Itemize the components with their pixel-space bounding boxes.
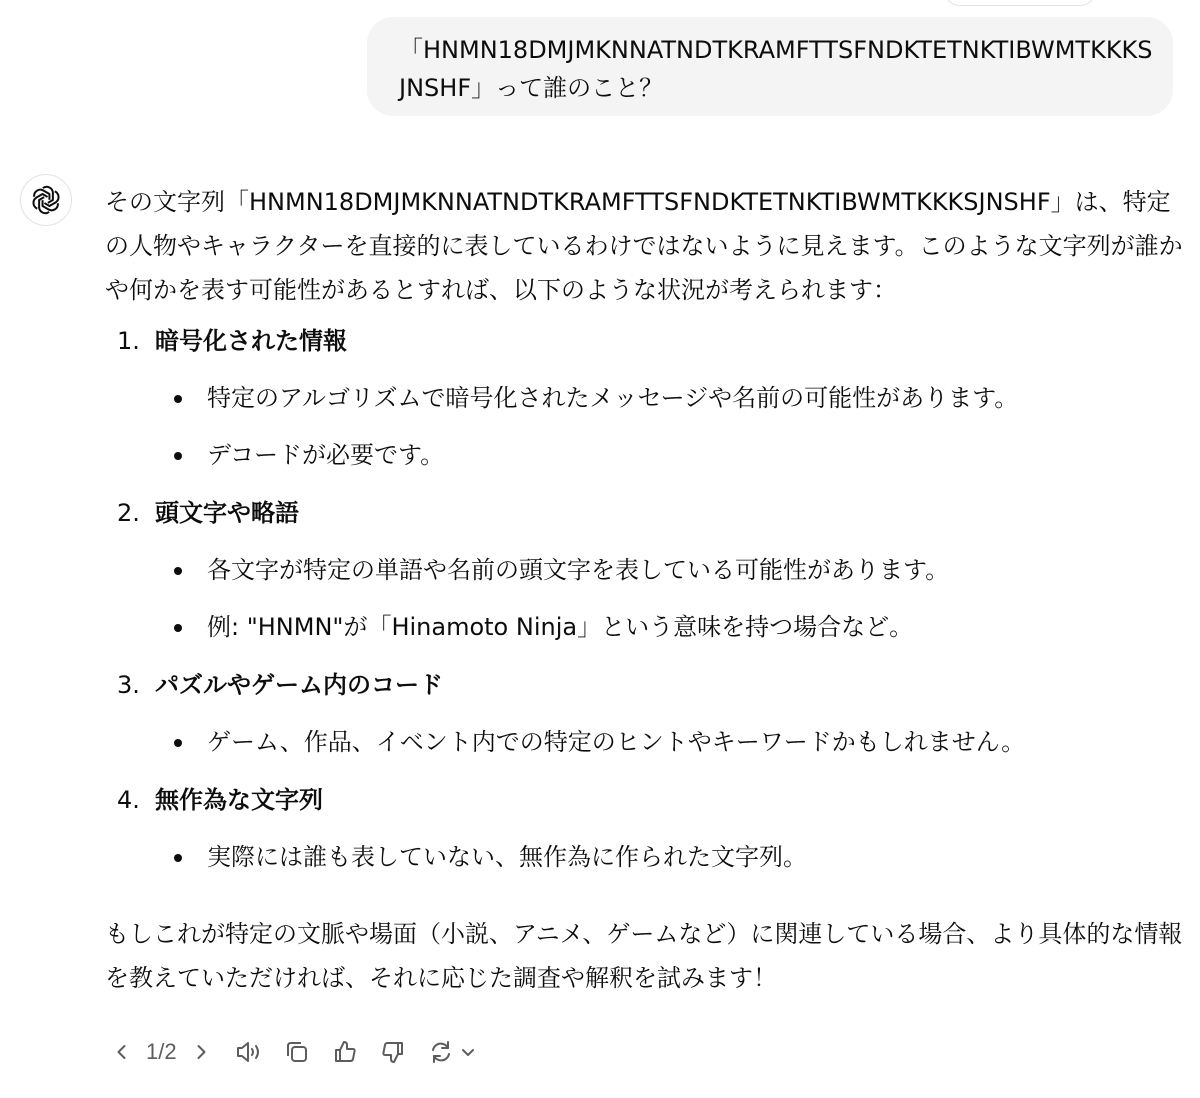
openai-logo-icon: [31, 185, 61, 215]
assistant-intro: その文字列「HNMN18DMJMKNNATNDTKRAMFTTSFNDKTETNKTIBWMTKKKSJNSHF」は、特定の人物やキャラクターを直接的に表しているわけではないように見えます。このような文字列が誰かや何かを表す可能性があるとすれば、以下のような状況が考えられます：: [105, 188, 1183, 304]
bullet-list: [105, 370, 1185, 484]
list-item: [105, 484, 1185, 656]
copy-icon[interactable]: [279, 1034, 315, 1070]
bullet-text: 実際には誰も表していない、無作為に作られた文字列。: [207, 843, 807, 871]
thumbs-up-icon[interactable]: [327, 1034, 363, 1070]
section-title: 無作為な文字列: [155, 786, 323, 814]
response-counter: 1/2: [146, 1039, 177, 1064]
bullet-item: [105, 427, 1185, 484]
section-title: 頭文字や略語: [155, 499, 299, 527]
bullet-dot: [174, 854, 182, 862]
section-number: 2.: [117, 499, 140, 527]
user-message-bubble: [367, 17, 1173, 116]
bullet-text: デコードが必要です。: [207, 441, 445, 469]
bullet-item: [105, 714, 1185, 771]
assistant-avatar: [20, 174, 72, 226]
bullet-dot: [174, 739, 182, 747]
top-edge-pill: [944, 0, 1096, 6]
thumbs-down-icon[interactable]: [375, 1034, 411, 1070]
bullet-dot: [174, 452, 182, 460]
section-heading: [105, 484, 1185, 542]
read-aloud-icon[interactable]: [231, 1034, 267, 1070]
bullet-list: [105, 542, 1185, 656]
user-message-text: 「HNMN18DMJMKNNATNDTKRAMFTTSFNDKTETNKTIBWMTKKKSJNSHF」って誰のこと？: [399, 36, 1153, 102]
bullet-item: [105, 829, 1185, 886]
section-number: 4.: [117, 786, 140, 814]
bullet-dot: [174, 624, 182, 632]
section-number: 1.: [117, 327, 140, 355]
bullet-dot: [174, 567, 182, 575]
section-heading: [105, 771, 1185, 829]
bullet-text: 特定のアルゴリズムで暗号化されたメッセージや名前の可能性があります。: [207, 384, 1019, 412]
section-number: 3.: [117, 671, 140, 699]
numbered-list: [105, 312, 1185, 886]
bullet-item: [105, 370, 1185, 427]
chevron-right-icon[interactable]: [183, 1034, 219, 1070]
bullet-item: [105, 599, 1185, 656]
assistant-outro: もしこれが特定の文脈や場面（小説、アニメ、ゲームなど）に関連している場合、より具体的な情報を教えていただければ、それに応じた調査や解釈を試みます！: [105, 920, 1183, 992]
bullet-text: 各文字が特定の単語や名前の頭文字を表している可能性があります。: [207, 556, 950, 584]
list-item: [105, 771, 1185, 886]
list-item: [105, 312, 1185, 484]
bullet-item: [105, 542, 1185, 599]
bullet-text: 例: "HNMN"が「Hinamoto Ninja」という意味を持つ場合など。: [207, 613, 914, 641]
section-heading: [105, 312, 1185, 370]
bullet-list: [105, 714, 1185, 771]
section-title: 暗号化された情報: [155, 327, 347, 355]
bullet-dot: [174, 395, 182, 403]
message-toolbar: [104, 1032, 477, 1072]
section-title: パズルやゲーム内のコード: [155, 671, 443, 699]
chevron-left-icon[interactable]: [104, 1034, 140, 1070]
assistant-message: [105, 180, 1185, 1000]
regenerate-icon[interactable]: [423, 1034, 459, 1070]
bullet-text: ゲーム、作品、イベント内での特定のヒントやキーワードかもしれません。: [207, 728, 1026, 756]
section-heading: [105, 656, 1185, 714]
bullet-list: [105, 829, 1185, 886]
list-item: [105, 656, 1185, 771]
chevron-down-icon[interactable]: [459, 1034, 477, 1070]
